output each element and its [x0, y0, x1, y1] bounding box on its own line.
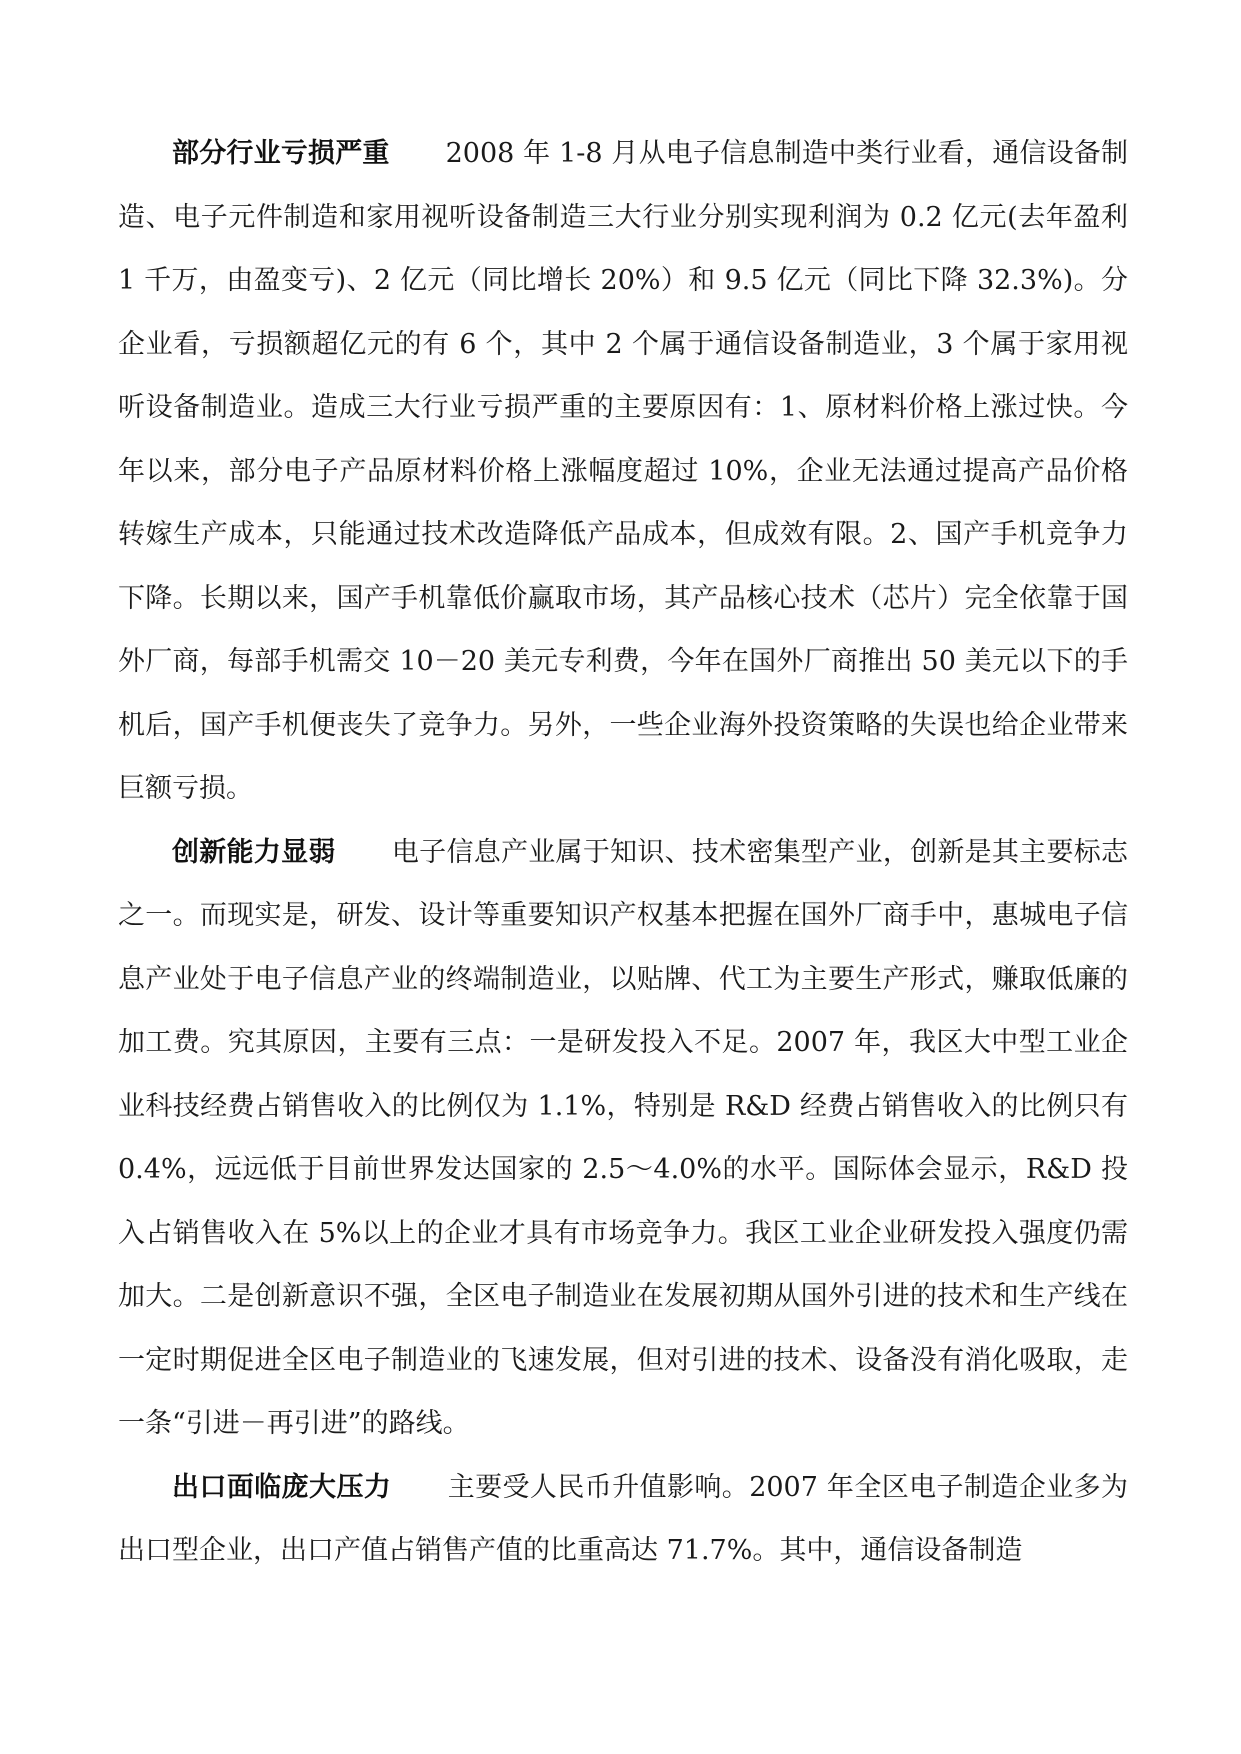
paragraph-innovation-weak	[118, 821, 1128, 1456]
paragraph-industry-losses	[118, 122, 1128, 821]
document-body	[118, 122, 1128, 1583]
paragraph-heading: 部分行业亏损严重	[172, 138, 390, 169]
paragraph-text: 电子信息产业属于知识、技术密集型产业，创新是其主要标志之一。而现实是，研发、设计等重要知识产权基本把握在国外厂商手中，惠城电子信息产业处于电子信息产业的终端制造业，以贴牌、代工为主要生产形式，赚取低廉的加工费。究其原因，主要有三点：一是研发投入不足。2007 年，我区大中型工业企业科技经费占销售收入的比例仅为 1.1%，特别是 R&D 经费占销售收入的比例只有 0.4%，远远低于目前世界发达国家的 2.5～4.0%的水平。国际体会显示，R&D 投入占销售收入在 5%以上的企业才具有市场竞争力。我区工业企业研发投入强度仍需加大。二是创新意识不强，全区电子制造业在发展初期从国外引进的技术和生产线在一定时期促进全区电子制造业的飞速发展，但对引进的技术、设备没有消化吸取，走一条“引进－再引进”的路线。	[118, 836, 1129, 1439]
paragraph-heading: 创新能力显弱	[172, 836, 336, 868]
paragraph-text: 2008 年 1-8 月从电子信息制造中类行业看，通信设备制造、电子元件制造和家用视听设备制造三大行业分别实现利润为 0.2 亿元(去年盈利 1 千万，由盈变亏)、2 亿元（同比增长 20%）和 9.5 亿元（同比下降 32.3%)。分企业看，亏损额超亿元的有 6 个，其中 2 个属于通信设备制造业，3 个属于家用视听设备制造业。造成三大行业亏损严重的主要原因有：1、原材料价格上涨过快。今年以来，部分电子产品原材料价格上涨幅度超过 10%，企业无法通过提高产品价格转嫁生产成本，只能通过技术改造降低产品成本，但成效有限。2、国产手机竞争力下降。长期以来，国产手机靠低价赢取市场，其产品核心技术（芯片）完全依靠于国外厂商，每部手机需交 10－20 美元专利费，今年在国外厂商推出 50 美元以下的手机后，国产手机便丧失了竞争力。另外，一些企业海外投资策略的失误也给企业带来巨额亏损。	[118, 138, 1128, 804]
paragraph-text: 主要受人民币升值影响。2007 年全区电子制造企业多为出口型企业，出口产值占销售产值的比重高达 71.7%。其中，通信设备制造	[118, 1471, 1129, 1566]
paragraph-heading: 出口面临庞大压力	[172, 1471, 392, 1503]
paragraph-export-pressure	[118, 1456, 1128, 1583]
